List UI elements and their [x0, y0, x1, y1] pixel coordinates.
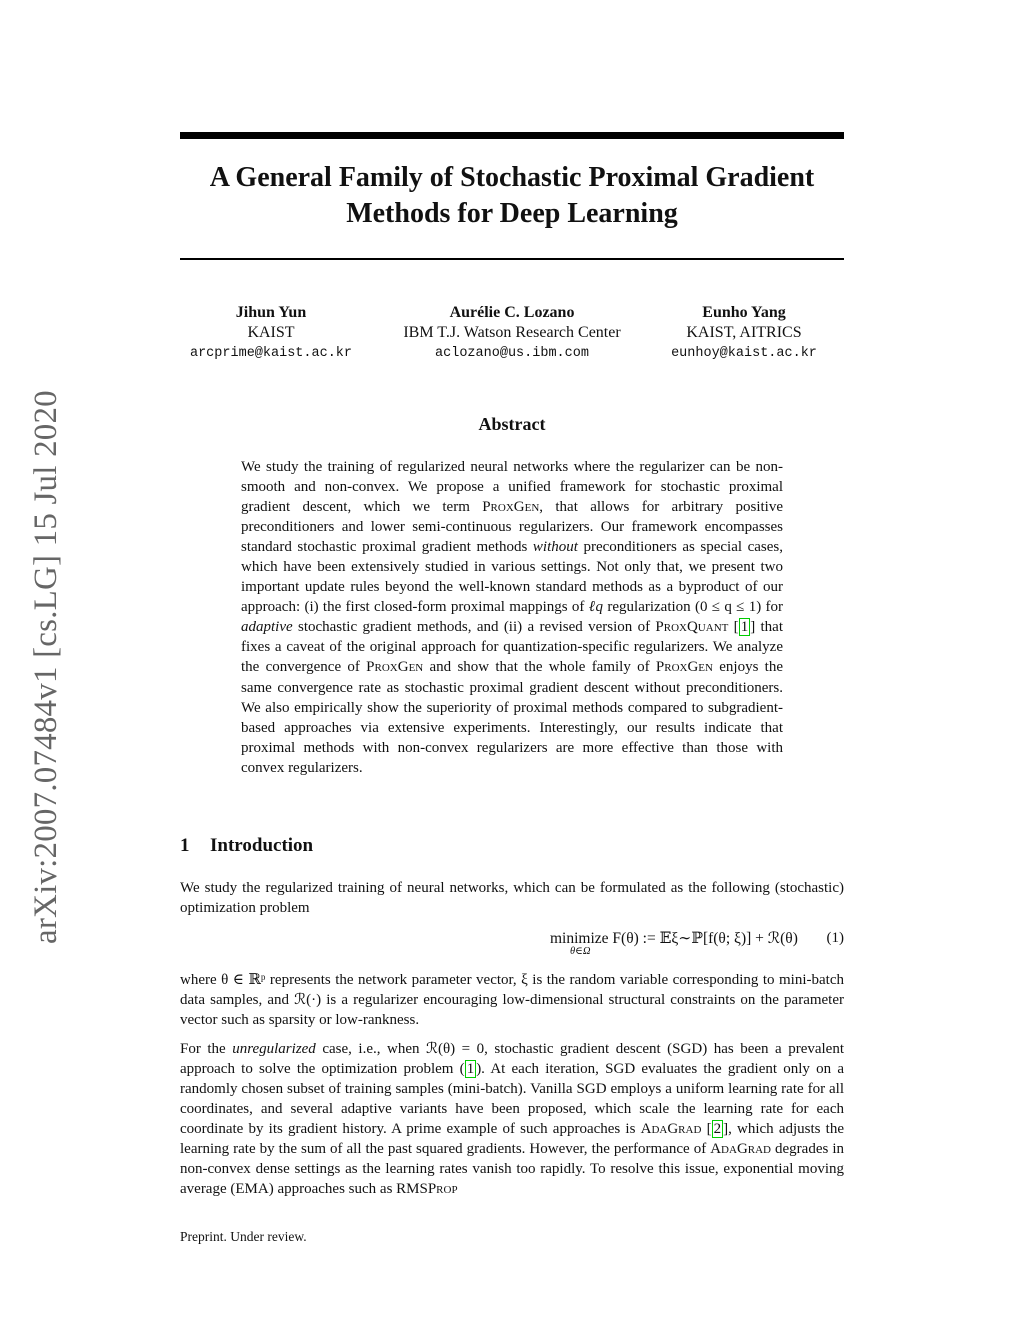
- intro-paragraph-3: For the unregularized case, i.e., when ℛ(θ) = 0, stochastic gradient descent (SGD) has been a prevalent approach to solve the optimization problem ( 1 ). At each iteration, SGD evaluates the gradient only on a randomly chosen subset of training samples (mini-batch). Vanilla SGD employs a uniform learning rate for all coordinates, and several adaptive variants have been proposed, which scale the learning rate for each coordinate by its gradient history. A prime example of such approaches is AdaGrad [ 2 ], which adjusts the learning rate by the sum of all the past squared gradients. However, the performance of AdaGrad degrades in non-convex dense settings as the learning rates vanish too rapidly. To resolve this issue, exponential moving average (EMA) approaches such as RMSProp: [180, 1041, 845, 1198]
- citation-link[interactable]: 1: [740, 619, 749, 636]
- adaptive-emphasis: adaptive: [241, 619, 293, 636]
- author-affiliation: KAIST: [247, 324, 295, 341]
- abstract-segment: preconditioners as special cases, which have been extensively studied in various settings. Not only that, we present two important update rules beyond the well-known standard methods as a byproduct of our approach: (i) the first closed-form proximal mappings of: [241, 539, 784, 616]
- proxgen-term: ProxGen: [366, 659, 424, 676]
- author-2: [387, 303, 637, 364]
- author-affiliation: IBM T.J. Watson Research Center: [403, 324, 621, 341]
- author-email: arcprime@kaist.ac.kr: [189, 346, 353, 361]
- adagrad-term: AdaGrad: [640, 1121, 702, 1138]
- abstract-segment: enjoys the same convergence rate as stochastic proximal gradient descent without preconditioners. We also empirically show the superiority of proximal methods compared to subgradient-based approaches via extensive experiments. Interestingly, our results indicate that proximal methods with non-convex regularizers are more effective than those with convex regularizers.: [241, 659, 784, 776]
- equation-number: (1): [826, 930, 844, 946]
- author-name: Eunho Yang: [702, 304, 786, 321]
- abstract-segment: stochastic gradient methods, and (ii) a revised version of: [297, 619, 651, 636]
- intro-paragraph-1: We study the regularized training of neural networks, which can be formulated as the following (stochastic) optimization problem: [180, 880, 844, 917]
- title-top-rule: [180, 132, 844, 139]
- paragraph-segment: For the: [180, 1041, 226, 1057]
- proxgen-term: ProxGen: [655, 659, 713, 676]
- lq-symbol: ℓq: [588, 599, 604, 616]
- proxquant-term: ProxQuant: [655, 619, 729, 636]
- abstract-segment: We study the training of regularized neural networks where the regularizer can be non-smooth and non-convex. We propose a unified framework for stochastic proximal gradient descent, which we term: [241, 459, 783, 516]
- abstract-segment: that fixes a caveat of the original approach for quantization-specific regularizers. We analyze the convergence of: [241, 619, 784, 676]
- paragraph-segment: , which adjusts the learning rate by the sum of all the past squared gradients. However, the performance of: [180, 1121, 845, 1158]
- author-3: [619, 303, 869, 364]
- author-name: Aurélie C. Lozano: [449, 304, 575, 321]
- rmsprop-term: RMSProp: [396, 1181, 458, 1198]
- author-affiliation: KAIST, AITRICS: [686, 324, 802, 341]
- author-block: [180, 303, 844, 367]
- section-heading: [180, 834, 313, 858]
- citation-link[interactable]: 2: [713, 1121, 722, 1138]
- abstract-text: We study the training of regularized neural networks where the regularizer can be non-smooth and non-convex. We propose a unified framework for stochastic proximal gradient descent, which we term ProxGen, that allows for arbitrary positive preconditioners and lower semi-continuous regularizers. Our framework encompasses standard stochastic proximal gradient methods without preconditioners as special cases, which have been extensively studied in various settings. Not only that, we present two important update rules beyond the well-known standard methods as a byproduct of our approach: (i) the first closed-form proximal mappings of ℓq regularization (0 ≤ q ≤ 1) for adaptive stochastic gradient methods, and (ii) a revised version of ProxQuant [ 1 ] that fixes a caveat of the original approach for quantization-specific regularizers. We analyze the convergence of ProxGen and show that the whole family of ProxGen enjoys the same convergence rate as stochastic proximal gradient descent without preconditioners. We also empirically show the superiority of proximal methods compared to subgradient-based approaches via extensive experiments. Interestingly, our results indicate that proximal methods with non-convex regularizers are more effective than those with convex regularizers.: [241, 459, 784, 776]
- abstract-heading: Abstract: [478, 414, 546, 434]
- paragraph-segment: ). At each iteration, SGD evaluates the gradient only on a randomly chosen subset of training samples (mini-batch). Vanilla SGD employs a uniform learning rate for all coordinates, and several adaptive variants have been proposed, which scale the learning rate for each coordinate by its gradient history. A prime example of such approaches is: [180, 1061, 844, 1138]
- section-title: Introduction: [210, 835, 314, 856]
- footer-note: Preprint. Under review.: [180, 1229, 307, 1244]
- adagrad-term: AdaGrad: [710, 1141, 771, 1158]
- author-email: aclozano@us.ibm.com: [435, 346, 589, 361]
- abstract-segment: and show that the whole family of: [429, 659, 650, 676]
- equation-ref-link[interactable]: 1: [466, 1061, 475, 1078]
- author-1: [146, 303, 396, 364]
- paragraph-segment: case, i.e., when ℛ(θ) = 0, stochastic gradient descent (SGD) has been a prevalent approach to solve the optimization problem (: [180, 1041, 845, 1078]
- title-bottom-rule: [180, 258, 844, 260]
- author-email: eunhoy@kaist.ac.kr: [671, 346, 817, 361]
- arxiv-stamp: arXiv:2007.07484v1 [cs.LG] 15 Jul 2020: [28, 390, 64, 944]
- intro-paragraph-2: where θ ∈ ℝᵖ represents the network parameter vector, ξ is the random variable corresponding to mini-batch data samples, and ℛ(·) is a regularizer encouraging low-dimensional structural constraints on the parameter vector such as sparsity or low-rankness.: [180, 972, 844, 1029]
- paragraph-segment: degrades in non-convex dense settings as the learning rates vanish too rapidly. To resolve this issue, exponential moving average (EMA) approaches such as: [180, 1141, 844, 1198]
- without-emphasis: without: [532, 539, 578, 556]
- proxgen-term: ProxGen: [482, 499, 540, 516]
- equation-1: [180, 928, 844, 962]
- equation-subscript: θ∈Ω: [570, 946, 591, 957]
- section-number: 1: [180, 835, 190, 856]
- paper-title: A General Family of Stochastic Proximal Gradient Methods for Deep Learning: [209, 162, 815, 229]
- equation-body: minimize F(θ) := 𝔼ξ∼ℙ[f(θ; ξ)] + ℛ(θ): [550, 930, 798, 947]
- abstract-segment: , that allows for arbitrary positive preconditioners and lower semi-continuous regularizers. Our framework encompasses standard stochastic proximal gradient methods: [241, 499, 784, 556]
- unregularized-emphasis: unregularized: [232, 1041, 316, 1057]
- author-name: Jihun Yun: [235, 304, 307, 321]
- abstract-segment: regularization (0 ≤ q ≤ 1) for: [607, 599, 783, 616]
